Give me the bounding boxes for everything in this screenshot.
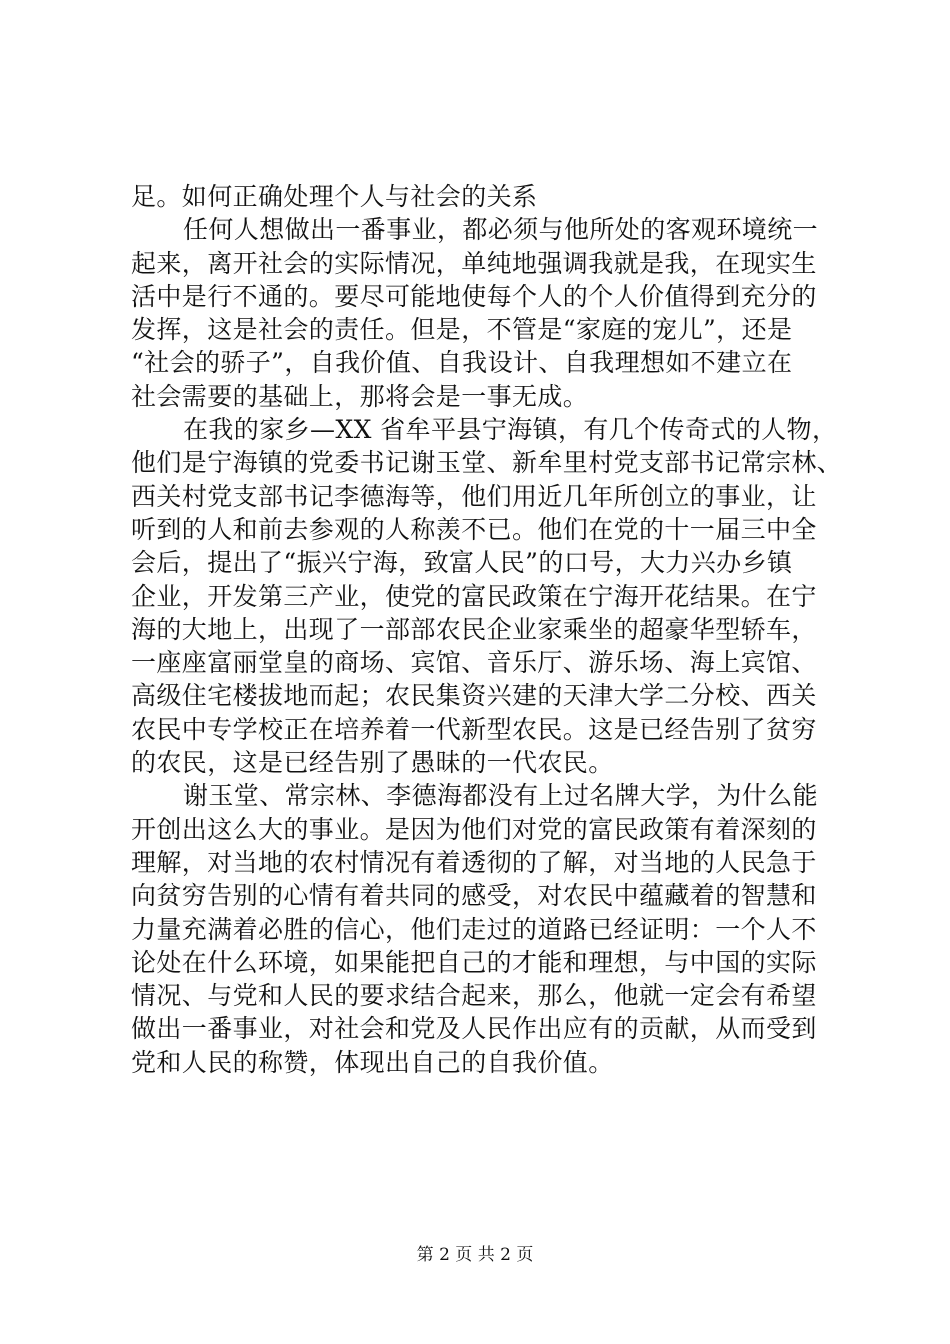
text-line: 做出一番事业，对社会和党及人民作出应有的贡献，从而受到 (131, 1014, 817, 1044)
text-line: 足。如何正确处理个人与社会的关系 (131, 182, 538, 211)
paragraph-first-line: 谢玉堂、常宗林、李德海都没有上过名牌大学，为什么能 (183, 781, 819, 811)
page-footer: 第 2 页 共 2 页 (416, 1245, 534, 1265)
text-line: 农民中专学校正在培养着一代新型农民。这是已经告别了贫穷 (131, 714, 817, 744)
text-line: 力量充满着必胜的信心，他们走过的道路已经证明：一个人不 (131, 914, 817, 944)
paragraph-first-line: 在我的家乡—XX 省牟平县宁海镇，有几个传奇式的人物， (183, 415, 838, 445)
text-line: 理解，对当地的农村情况有着透彻的了解，对当地的人民急于 (131, 847, 817, 877)
text-line: 向贫穷告别的心情有着共同的感受，对农民中蕴藏着的智慧和 (131, 881, 817, 911)
text-line: 他们是宁海镇的党委书记谢玉堂、新牟里村党支部书记常宗林、 (131, 448, 843, 478)
text-line: 海的大地上，出现了一部部农民企业家乘坐的超豪华型轿车， (131, 614, 817, 644)
text-line: 社会需要的基础上，那将会是一事无成。 (131, 381, 589, 411)
text-line: 的农民，这是已经告别了愚昧的一代农民。 (131, 748, 614, 778)
text-line: 听到的人和前去参观的人称羡不已。他们在党的十一届三中全 (131, 514, 817, 544)
text-line: 活中是行不通的。要尽可能地使每个人的个人价值得到充分的 (131, 281, 817, 311)
text-line: 起来，离开社会的实际情况，单纯地强调我就是我，在现实生 (131, 248, 817, 278)
document-body (131, 180, 843, 1079)
text-line: 高级住宅楼拔地而起；农民集资兴建的天津大学二分校、西关 (131, 681, 817, 711)
text-line: 西关村党支部书记李德海等，他们用近几年所创立的事业，让 (131, 481, 817, 511)
text-line: 论处在什么环境，如果能把自己的才能和理想，与中国的实际 (131, 947, 817, 977)
text-line: 发挥，这是社会的责任。但是，不管是“家庭的宠儿”，还是 (131, 315, 793, 345)
text-line: 企业，开发第三产业，使党的富民政策在宁海开花结果。在宁 (131, 581, 817, 611)
paragraph-first-line: 任何人想做出一番事业，都必须与他所处的客观环境统一 (183, 215, 819, 245)
text-line: 一座座富丽堂皇的商场、宾馆、音乐厅、游乐场、海上宾馆、 (131, 648, 817, 678)
text-line: 党和人民的称赞，体现出自己的自我价值。 (131, 1047, 614, 1077)
text-line: 会后，提出了“振兴宁海，致富人民”的口号，大力兴办乡镇 (131, 548, 793, 578)
text-line: 情况、与党和人民的要求结合起来，那么，他就一定会有希望 (131, 981, 817, 1011)
text-line: 开创出这么大的事业。是因为他们对党的富民政策有着深刻的 (131, 814, 817, 844)
text-line: “社会的骄子”，自我价值、自我设计、自我理想如不建立在 (131, 348, 793, 378)
